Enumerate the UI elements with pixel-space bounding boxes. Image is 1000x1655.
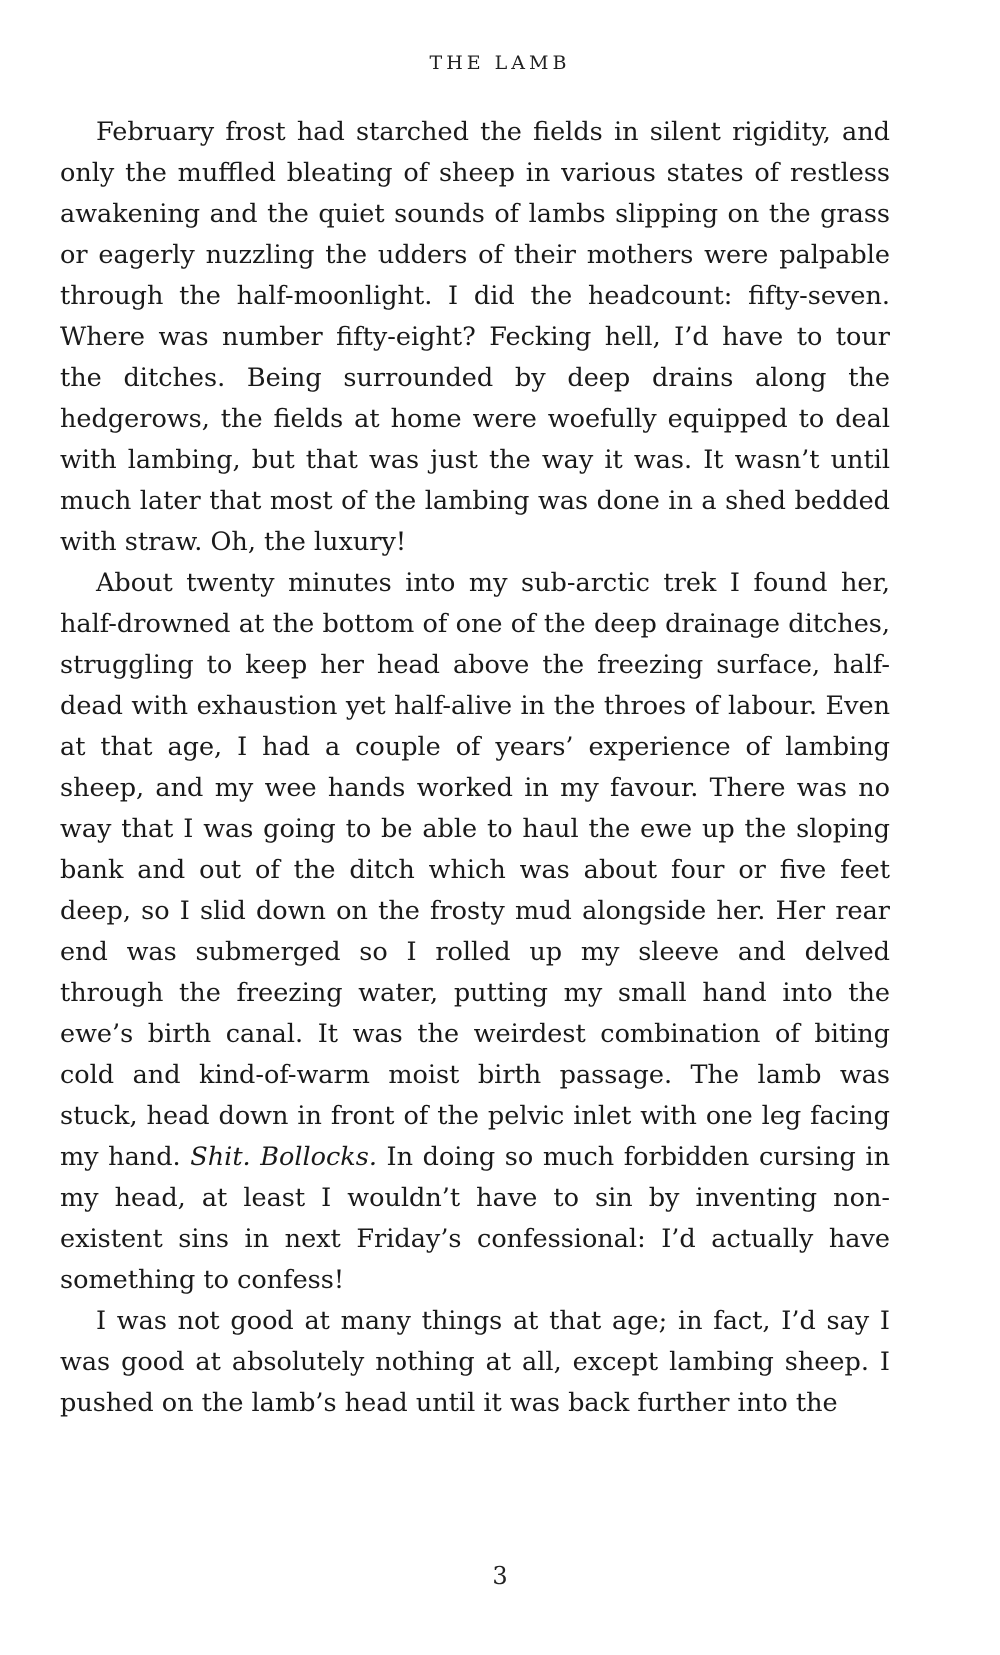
body-text xyxy=(60,112,890,1424)
paragraph-3-text: I was not good at many things at that age; in fact, I’d say I was good at absolutely nothing at all, except lambing sheep. I pushed on the lamb’s head until it was back further into the xyxy=(60,1306,890,1418)
running-head: THE LAMB xyxy=(429,52,571,74)
paragraph-3 xyxy=(60,1301,890,1424)
paragraph-1-text: February frost had starched the fields in silent rigidity, and only the muffled bleating of sheep in various states of restless awakening and the quiet sounds of lambs slipping on the grass or eagerly nuzzling the udders of their mothers were palpable through the half-moonlight. I did the headcount: fifty-seven. Where was number fifty-eight? Fecking hell, I’d have to tour the ditches. Being surrounded by deep drains along the hedgerows, the fields at home were woefully equipped to deal with lambing, but that was just the way it was. It wasn’t until much later that most of the lambing was done in a shed bedded with straw. Oh, the luxury! xyxy=(60,117,890,557)
page-number: 3 xyxy=(492,1562,508,1590)
paragraph-2-italic: Shit. Bollocks. xyxy=(190,1142,377,1172)
paragraph-2-text-continued: In doing so much forbidden cursing in my head, at least I wouldn’t have to sin by inventing non-existent sins in next Friday’s confessional: I’d actually have something to confess! xyxy=(60,1142,891,1295)
paragraph-2 xyxy=(60,563,890,1301)
paragraph-1 xyxy=(60,112,890,563)
paragraph-2-text: About twenty minutes into my sub-arctic trek I found her, half-drowned at the bottom of one of the deep drainage ditches, struggling to keep her head above the freezing surface, half-dead with exhaustion yet half-alive in the throes of labour. Even at that age, I had a couple of years’ experience of lambing sheep, and my wee hands worked in my favour. There was no way that I was going to be able to haul the ewe up the sloping bank and out of the ditch which was about four or five feet deep, so I slid down on the frosty mud alongside her. Her rear end was submerged so I rolled up my sleeve and delved through the freezing water, putting my small hand into the ewe’s birth canal. It was the weirdest combination of biting cold and kind-of-warm moist birth passage. The lamb was stuck, head down in front of the pelvic inlet with one leg facing my hand. xyxy=(60,568,890,1172)
